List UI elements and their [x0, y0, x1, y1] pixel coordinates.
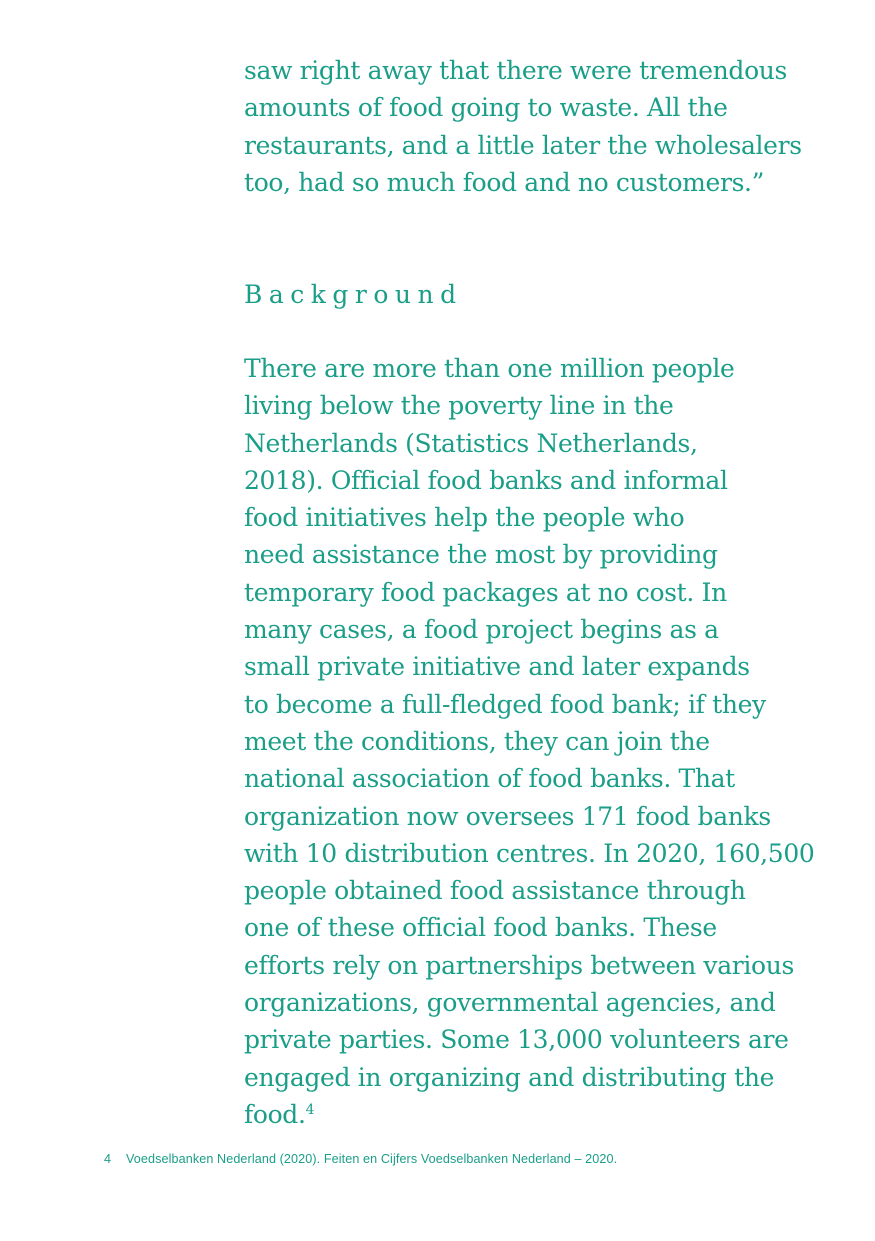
body-line: 2018). Official food banks and informal [244, 465, 728, 495]
footnote-text: Voedselbanken Nederland (2020). Feiten en Cijfers Voedselbanken Nederland – 2020. [126, 1152, 618, 1166]
body-line: organizations, governmental agencies, and [244, 988, 776, 1018]
quote-continuation [244, 52, 844, 201]
section-heading: Background [244, 280, 463, 309]
body-last-text: food. [244, 1099, 306, 1129]
body-line: living below the poverty line in the [244, 391, 674, 421]
body-line: with 10 distribution centres. In 2020, 160,500 [244, 838, 815, 868]
body-paragraph [244, 350, 844, 1133]
body-line: private parties. Some 13,000 volunteers are [244, 1025, 789, 1055]
quote-line: too, had so much food and no customers.” [244, 167, 765, 197]
body-line-last [244, 1096, 844, 1133]
quote-line: restaurants, and a little later the wholesalers [244, 130, 802, 160]
footnote-reference[interactable]: 4 [305, 1101, 315, 1118]
body-line: There are more than one million people [244, 354, 735, 383]
body-line: national association of food banks. That [244, 764, 735, 794]
body-line: to become a full-fledged food bank; if they [244, 689, 766, 719]
quote-line: amounts of food going to waste. All the [244, 93, 728, 123]
body-line: organization now oversees 171 food banks [244, 801, 771, 831]
body-line: food initiatives help the people who [244, 503, 685, 533]
body-line: engaged in organizing and distributing the [244, 1062, 775, 1092]
footnote [104, 1151, 617, 1167]
body-line: efforts rely on partnerships between various [244, 950, 794, 980]
body-line: small private initiative and later expands [244, 652, 750, 682]
quote-line: saw right away that there were tremendous [244, 56, 787, 85]
body-line: many cases, a food project begins as a [244, 615, 719, 645]
footnote-number: 4 [104, 1152, 112, 1166]
body-line: one of these official food banks. These [244, 913, 717, 943]
body-line: temporary food packages at no cost. In [244, 577, 727, 607]
body-line: meet the conditions, they can join the [244, 726, 710, 756]
body-line: Netherlands (Statistics Netherlands, [244, 428, 698, 458]
body-line: need assistance the most by providing [244, 540, 718, 570]
body-line: people obtained food assistance through [244, 876, 746, 906]
